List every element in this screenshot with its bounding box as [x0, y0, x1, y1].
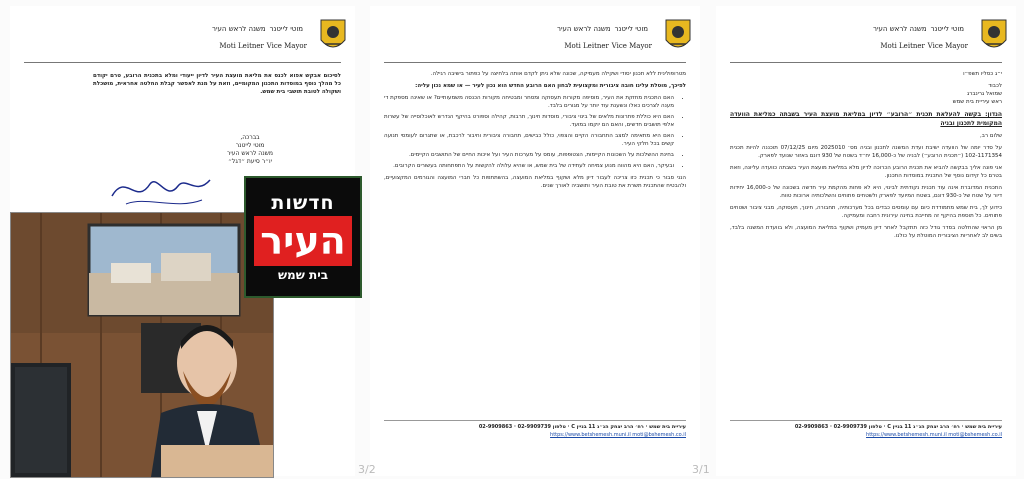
letterhead-name-en: Moti Leitner Vice Mayor — [219, 42, 307, 50]
letter-subject: הנדון: בקשה להעלאת תכנית ״הרובע״ לדיון במליאת מועצת העיר בשבתה כמליאת הוועדה המקומית לתכנון ובניה — [730, 111, 1002, 127]
list-item: • בחינת ההשלכות על השכונות הקיימות, הצטופפות, עומס על מערכות העיר ועל איכות החיים של התושבים הקיימים. — [384, 151, 674, 159]
paragraph: כידוע לך, בית שמש מתמודדת כיום עם עומסים כבדים בכל מערכותיה, תחבורה, חינוך, תעסוקה, מבני ציבור ושטחים פתוחים. כל תוספת בהיקף זה מחייבת בחינה עירונית רחבה ומעמיקה. — [730, 205, 1002, 219]
list-item: • האם היא מתאימה למצב התחבורה הקיים והצפוי, כולל כבישים, תחבורה ציבורית וחיבור לרכבת, או שתגרום לעומסי תנועה קשים בכל חלקי העיר. — [384, 132, 674, 148]
paragraph: מן הראוי שהחלטה בסדר גודל כזה תתקבל לאחר דיון מעמיק ושקוף במליאת המועצה, ולא בוועדת המשנה בלבד, בשים לב לאחריות הציבורית המוטלת על כולנו. — [730, 225, 1002, 239]
letterhead-name-he: מוטי לייטנרמשנה לראש העיר — [557, 25, 648, 33]
intro-paragraph: מטרופולינית ללא תכנון יסודי ושקילה מעמיקה, שכונה שלא ניתן לקדם אותה בלחיצה על כפתור בישיבה רגילה. — [430, 71, 686, 77]
divider — [24, 62, 341, 63]
list-item: • האם התכנית מחזקת את העיר, מוסיפה מקורות תעסוקה ומסחר ומבטיחה מקורות הכנסה משמעותיים? או שאינה מספקת די מענה לצרכים כאלו ונשענת עוד יותר על מגורים בלבד. — [384, 94, 674, 110]
news-logo-badge: חדשות העיר בית שמש — [244, 176, 362, 298]
closing-paragraph: לסיכום אבקש אפוא לכנס את מליאת מועצת העיר לדיון ייעודי ומלא בתכנית הרובע, טרם יקודם כל מהלך נוסף במוסדות התכנון המקומיים, וזאת על מנת לאפשר קבלת החלטה אחראית, מושכלת ושקולה לטובת תושבי בית שמש. — [93, 73, 341, 95]
list-item: • ובעיקר, האם היא מהווה מנוע צמיחה לעתידה של בית שמש, או שהיא עלולה להקשות על התפתחותה בעשורים הקרובים. — [384, 162, 674, 170]
office-scene-image — [11, 213, 273, 477]
signature-block: בברכה, מוטי לייטנר משנה לראש העיר יו״ר סיעת ״דגל״ — [227, 134, 273, 165]
page-number: 3/1 — [692, 463, 710, 476]
closing-paragraph: הנני סבור כי תכנית כזו צריכה לעבור דיון מלא ושקוף במליאת המועצה, בהשתתפות כל חברי המועצה והגורמים המקצועיים, ולהבטיח שהתכנית תשרת את טובת העיר ותושביה לאורך שנים. — [384, 175, 686, 189]
vice-mayor-photo — [10, 212, 274, 478]
page-number: 3/2 — [358, 463, 376, 476]
criteria-list — [384, 94, 674, 170]
ask-paragraph: לפיכך, מוטלת עלינו חובה ציבורית ומקצועית לבחון האם הרובע החדש הוא נכון לעיר — או שמא נכון עליה: — [415, 83, 686, 89]
list-item: • האם היא כוללת פתרונות מלאים של בינוי ציבורי, מוסדות חינוך, תרבות, קהילה וספורט בהיקף הנדרש לאוכלוסייה של עשרות אלפי תושבים חדשים, והאם הם יוקמו במועד. — [384, 113, 674, 129]
letterhead — [370, 14, 700, 60]
greeting: שלום רב, — [980, 133, 1002, 139]
handwritten-signature — [106, 166, 216, 216]
letter-date: י״ג כסליו תשפ״ו — [963, 71, 1002, 77]
letter-footer: עיריית בית שמש · רח׳ הרב יצחק הנ״ג 11 בניין C · טלפון 02-9909739 · 02-9909863 https://www.betshemesh.muni.il moti@bshemesh.co.il — [730, 420, 1002, 438]
letterhead — [716, 14, 1016, 60]
letterhead-name-en: Moti Leitner Vice Mayor — [880, 42, 968, 50]
letter-body — [384, 70, 686, 194]
paragraph: התכנית המדוברת אינה עוד תכנית נקודתית לבינוי, היא לא פחות מהקמת עיר חדשה בשכונה של כ-16,000 יחידות דיור על שטח של כ-930 דונם, בשטח המיועד לפארק ולשטחים פתוחים והשלכותיה ארוכות טווח. — [730, 185, 1002, 199]
city-emblem-icon — [664, 18, 692, 54]
footer-links[interactable]: https://www.betshemesh.muni.il moti@bshemesh.co.il — [550, 432, 686, 438]
letterhead — [10, 14, 355, 60]
letter-footer: עיריית בית שמש · רח׳ הרב יצחק הנ״ג 11 בניין C · טלפון 02-9909739 · 02-9909863 https://www.betshemesh.muni.il moti@bshemesh.co.il — [384, 420, 686, 438]
letterhead-name-en: Moti Leitner Vice Mayor — [564, 42, 652, 50]
city-emblem-icon — [319, 18, 347, 54]
footer-links[interactable]: https://www.betshemesh.muni.il moti@bshemesh.co.il — [866, 432, 1002, 438]
letterhead-name-he: מוטי לייטנרמשנה לראש העיר — [212, 25, 303, 33]
letter-page-middle — [358, 6, 700, 476]
letter-body — [730, 70, 1002, 244]
paragraph: אני פונה אליך בבקשה להביא את תכנית הרובע הכרוכה לדיון מלא במליאת מועצת העיר בשבתה כוועדה עליונה, וזאת בטרם כל קידום נוסף של התכנית במוסדות התכנון. — [730, 165, 1002, 179]
divider — [384, 62, 686, 63]
divider — [730, 62, 1002, 63]
letter-page-1 — [692, 6, 1016, 476]
recipient: לכבוד שמואל גרינברג ראש עיריית בית שמש — [952, 83, 1002, 105]
letterhead-name-he: מוטי לייטנרמשנה לראש העיר — [873, 25, 964, 33]
paragraph: על סדר יומה של הוועדה ישיבת ועדת המשנה לתכנון ובניה מס׳ 2025010 מיום 07/12/25 תוכננה להיות תכנית 102-1171354 (״תכנית הרובע״) לבניה של כ-16,000 יח״ד בשטח של 930 דונם באזור שנועד לפארק. — [730, 145, 1002, 159]
city-emblem-icon — [980, 18, 1008, 54]
